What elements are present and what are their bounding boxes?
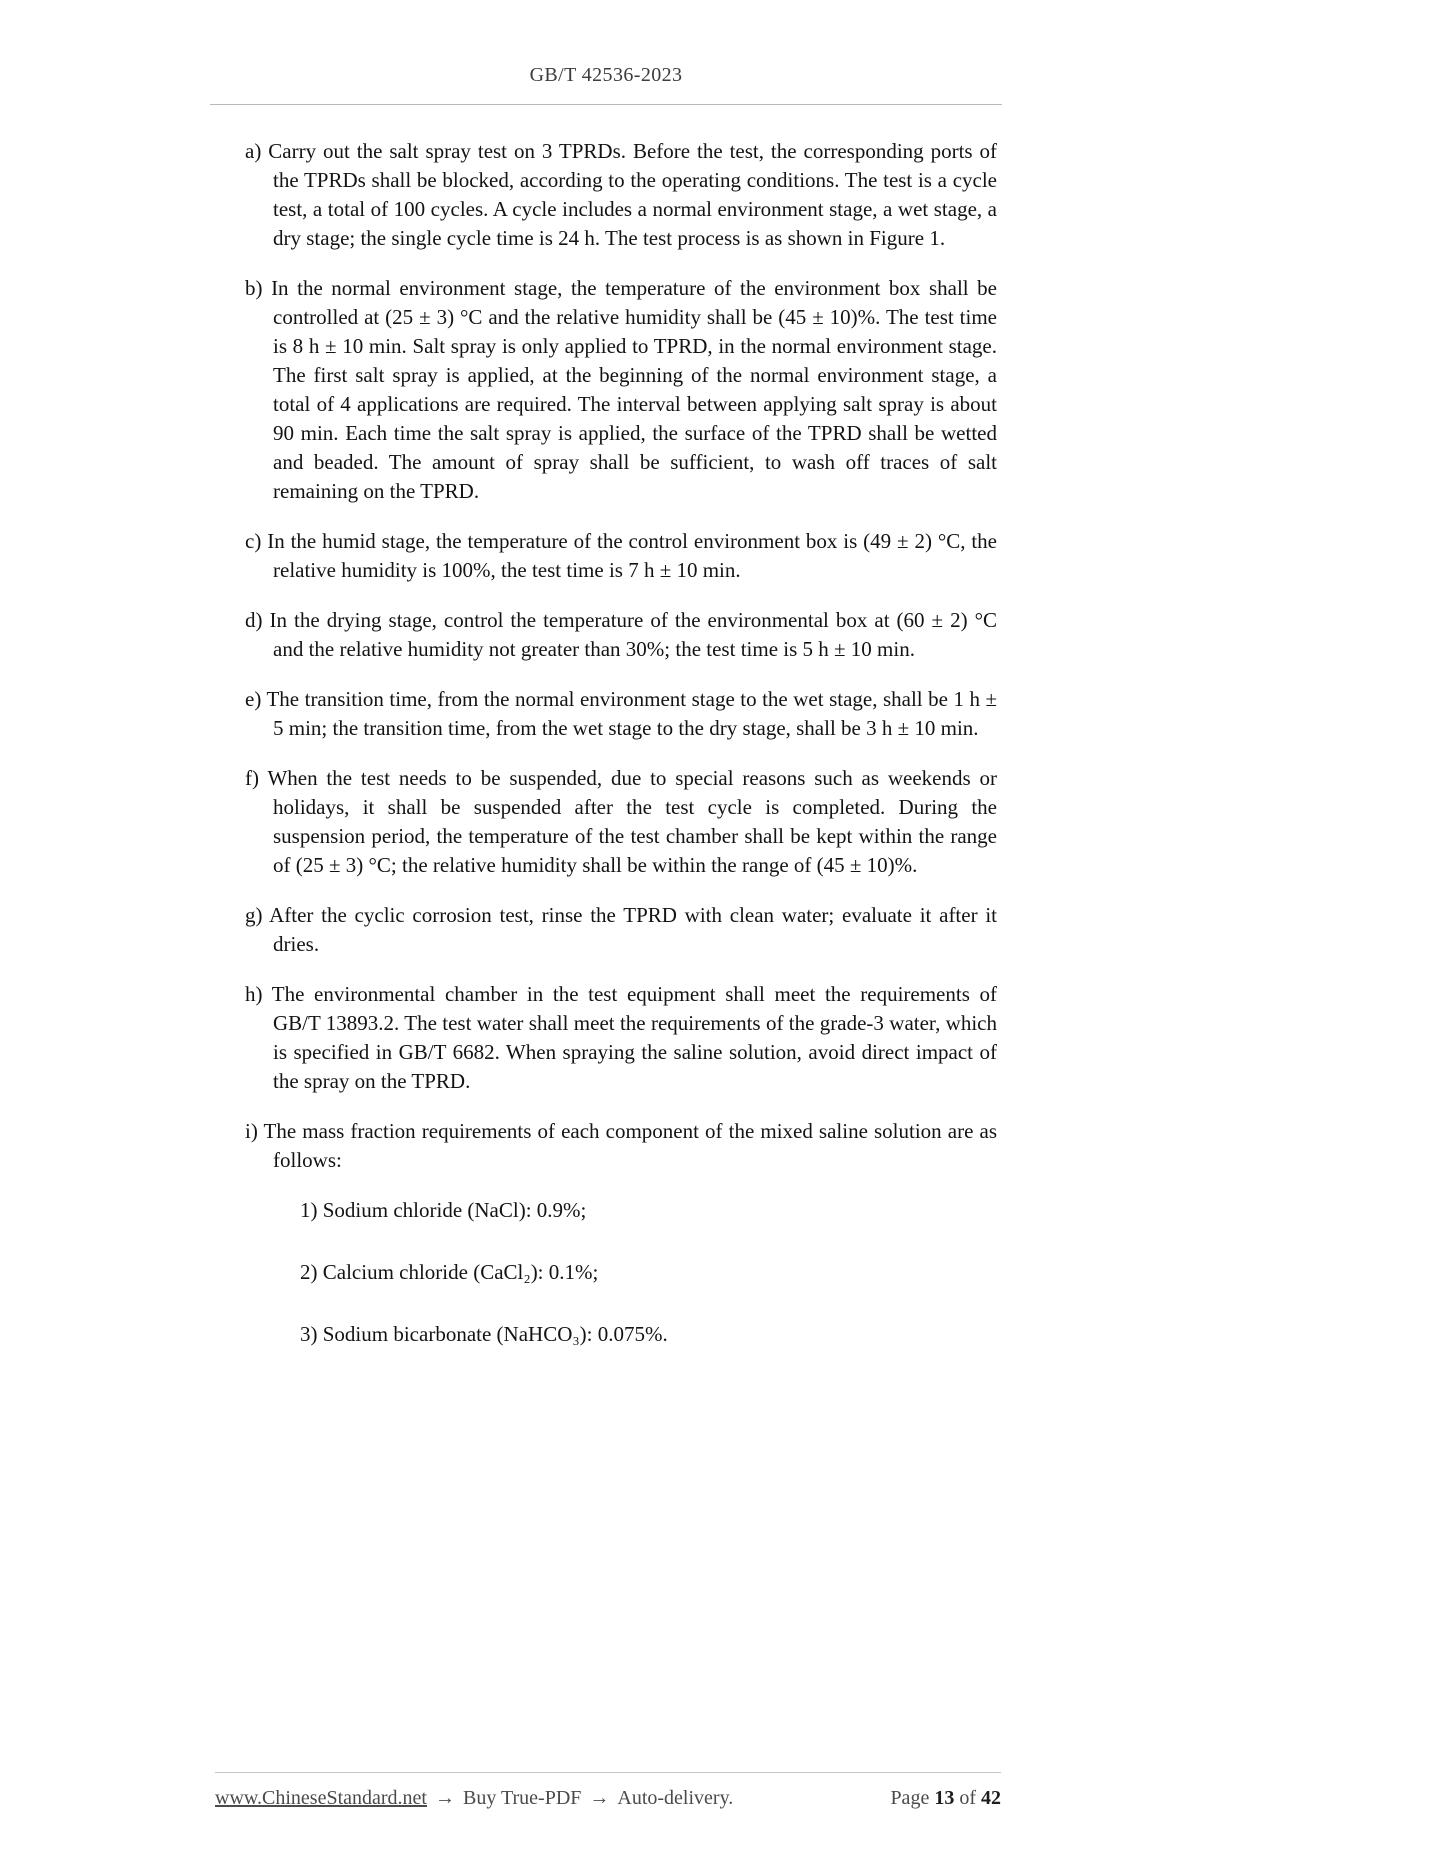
item-text: In the drying stage, control the temperature of the environmental box at (60 ± 2) °C and the relative humidity not greater than 30%; the test time is 5 h ± 10 min. — [269, 608, 997, 661]
footer-link[interactable]: www.ChineseStandard.net — [215, 1787, 427, 1809]
footer-left — [215, 1787, 733, 1810]
sublist-item-1 — [300, 1196, 997, 1225]
page-indicator — [890, 1787, 1001, 1810]
item-label: i) — [245, 1119, 258, 1143]
arrow-right-icon: → — [435, 1787, 455, 1809]
item-label: b) — [245, 276, 263, 300]
list-item-f — [245, 764, 997, 880]
sublist-item-3 — [300, 1320, 997, 1349]
list-item-g — [245, 901, 997, 959]
subitem-text: Calcium chloride (CaCl₂): 0.1%; — [322, 1260, 599, 1284]
subitem-text: Sodium bicarbonate (NaHCO₃): 0.075%. — [322, 1322, 668, 1346]
list-item-e — [245, 685, 997, 743]
page-total: 42 — [981, 1787, 1001, 1809]
item-text: The environmental chamber in the test equipment shall meet the requirements of GB/T 13893.2. The test water shall meet the requirements of the grade-3 water, which is specified in GB/T 6682. When spraying the saline solution, avoid direct impact of the spray on the TPRD. — [271, 982, 998, 1093]
item-text: In the normal environment stage, the temperature of the environment box shall be controlled at (25 ± 3) °C and the relative humidity shall be (45 ± 10)%. The test time is 8 h ± 10 min. Salt spray is only applied to TPRD, in the normal environment stage. The first salt spray is applied, at the beginning of the normal environment stage, a total of 4 applications are required. The interval between applying salt spray is about 90 min. Each time the salt spray is applied, the surface of the TPRD shall be wetted and beaded. The amount of spray shall be sufficient, to wash off traces of salt remaining on the TPRD. — [271, 276, 998, 503]
page-header-title: GB/T 42536-2023 — [529, 64, 683, 86]
list-item-i — [245, 1117, 997, 1175]
of-word: of — [959, 1787, 976, 1809]
list-item-a — [245, 137, 997, 253]
item-text: Carry out the salt spray test on 3 TPRDs. Before the test, the corresponding ports of the TPRDs shall be blocked, according to the operating conditions. The test is a cycle test, a total of 100 cycles. A cycle includes a normal environment stage, a wet stage, a dry stage; the single cycle time is 24 h. The test process is as shown in Figure 1. — [268, 139, 998, 250]
subitem-text: Sodium chloride (NaCl): 0.9%; — [322, 1198, 587, 1222]
list-item-h — [245, 980, 997, 1096]
item-label: e) — [245, 687, 262, 711]
arrow-right-icon: → — [589, 1787, 610, 1809]
item-text: In the humid stage, the temperature of the control environment box is (49 ± 2) °C, the relative humidity is 100%, the test time is 7 h ± 10 min. — [267, 529, 998, 582]
list-item-b — [245, 274, 997, 506]
item-text: The mass fraction requirements of each component of the mixed saline solution are as follows: — [263, 1119, 997, 1172]
page-number: 13 — [934, 1787, 955, 1809]
item-label: d) — [245, 608, 263, 632]
item-label: g) — [245, 903, 263, 927]
subitem-label: 3) — [300, 1322, 318, 1346]
footer-buy-text: Buy True-PDF — [463, 1787, 582, 1809]
item-text: After the cyclic corrosion test, rinse the TPRD with clean water; evaluate it after it dries. — [269, 903, 997, 956]
footer-delivery-text: Auto-delivery. — [617, 1787, 734, 1809]
page-footer — [215, 1772, 1001, 1810]
content-area — [210, 0, 1002, 1382]
item-text: The transition time, from the normal environment stage to the wet stage, shall be 1 h ± 5 min; the transition time, from the wet stage to the dry stage, shall be 3 h ± 10 min. — [266, 687, 997, 740]
item-label: c) — [245, 529, 262, 553]
subitem-label: 2) — [300, 1260, 318, 1284]
subitem-label: 1) — [300, 1198, 318, 1222]
list-item-d — [245, 606, 997, 664]
item-label: a) — [245, 139, 262, 163]
sublist — [245, 1196, 997, 1349]
item-label: h) — [245, 982, 263, 1006]
page-word: Page — [890, 1787, 930, 1809]
item-text: When the test needs to be suspended, due to special reasons such as weekends or holidays, it shall be suspended after the test cycle is completed. During the suspension period, the temperature of the test chamber shall be kept within the range of (25 ± 3) °C; the relative humidity shall be within the range of (45 ± 10)%. — [267, 766, 997, 877]
header-divider — [210, 104, 1002, 105]
body-text — [245, 137, 997, 1349]
sublist-item-2 — [300, 1258, 997, 1287]
item-label: f) — [245, 766, 259, 790]
list-item-c — [245, 527, 997, 585]
